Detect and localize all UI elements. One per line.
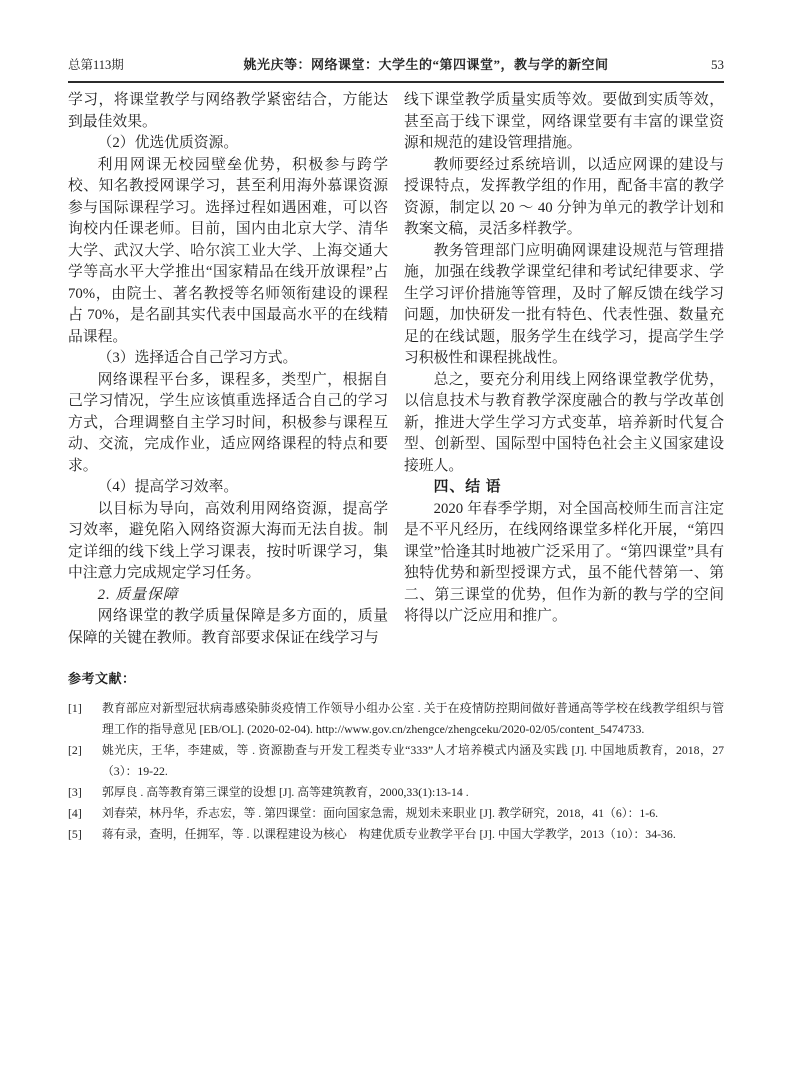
page-number: 53 — [711, 57, 724, 72]
header-rule — [68, 81, 724, 83]
reference-text: 郭厚良 . 高等教育第三课堂的设想 [J]. 高等建筑教育，2000,33(1):13-14 . — [102, 785, 469, 799]
section-heading: 四、结 语 — [433, 479, 502, 495]
reference-item — [68, 782, 724, 803]
reference-text: 刘春荣，林丹华，乔志宏，等 . 第四课堂：面向国家急需，规划未来职业 [J]. 教学研究，2018，41（6）：1-6. — [102, 806, 659, 820]
reference-text: 蒋有录，查明，任拥军，等 . 以课程建设为核心 构建优质专业教学平台 [J]. 中国大学教学，2013（10）：34-36. — [102, 827, 676, 841]
reference-item — [68, 698, 724, 740]
reference-label: [1] — [68, 701, 82, 715]
references-heading: 参考文献： — [68, 671, 136, 686]
reference-label: [3] — [68, 785, 82, 799]
reference-label: [2] — [68, 743, 82, 757]
list-item-heading: （3）选择适合自己学习方式。 — [97, 350, 298, 366]
reference-label: [4] — [68, 806, 82, 820]
reference-item — [68, 803, 724, 824]
reference-label: [5] — [68, 827, 82, 841]
reference-item — [68, 824, 724, 845]
paragraph: 教务管理部门应明确网课建设规范与管理措施，加强在线教学课堂纪律和考试纪律要求、学生学习评价措施等管理，及时了解反馈在线学习问题，加快研发一批有特色、代表性强、数量充足的在线试题，服务学生在线学习，提高学生学习积极性和课程挑战性。 — [404, 242, 724, 366]
list-item-heading: （2）优选优质资源。 — [97, 135, 239, 151]
paragraph: 网络课程平台多，课程多，类型广，根据自己学习情况，学生应该慎重选择适合自己的学习方式，合理调整自主学习时间，积极参与课程互动、交流，完成作业，适应网络课程的特点和要求。 — [68, 371, 388, 474]
running-title: 姚光庆等：网络课堂：大学生的“第四课堂”，教与学的新空间 — [243, 57, 609, 72]
paragraph: 2020 年春季学期，对全国高校师生而言注定是不平凡经历，在线网络课堂多样化开展，“第四课堂”恰逢其时地被广泛采用了。“第四课堂”具有独特优势和新型授课方式，虽不能代替第一、第二、第三课堂的优势，但作为新的教与学的空间将得以广泛应用和推广。 — [404, 500, 724, 624]
reference-item — [68, 740, 724, 782]
references-section — [68, 671, 724, 845]
left-column — [68, 90, 388, 649]
paragraph: 利用网课无校园壁垒优势，积极参与跨学校、知名教授网课学习，甚至利用海外慕课资源参与国际课程学习。选择过程如遇困难，可以咨询校内任课老师。目前，国内由北京大学、清华大学、武汉大学、哈尔滨工业大学、上海交通大学等高水平大学推出“国家精品在线开放课程”占70%，由院士、著名教授等名师领衔建设的课程占 70%，是名副其实代表中国最高水平的在线精品课程。 — [68, 156, 388, 345]
paragraph: 总之，要充分利用线上网络课堂教学优势，以信息技术与教育教学深度融合的教与学改革创新，推进大学生学习方式变革，培养新时代复合型、创新型、国际型中国特色社会主义国家建设接班人。 — [404, 371, 724, 474]
list-item-heading: （4）提高学习效率。 — [97, 479, 239, 495]
paragraph-continuation: 线下课堂教学质量实质等效。要做到实质等效，甚至高于线下课堂，网络课堂要有丰富的课堂资源和规范的建设管理措施。 — [404, 92, 724, 151]
issue-number: 总第113期 — [68, 58, 124, 72]
reference-text: 教育部应对新型冠状病毒感染肺炎疫情工作领导小组办公室 . 关于在疫情防控期间做好普通高等学校在线教学组织与管理工作的指导意见 [EB/OL]. (2020-02-04). http://www.gov.cn/zhengce/zhengceku/2020-02/05/content_5474733. — [102, 701, 724, 736]
paragraph-continuation: 学习，将课堂教学与网络教学紧密结合，方能达到最佳效果。 — [68, 92, 388, 130]
body-columns — [68, 90, 724, 649]
running-header — [68, 56, 724, 74]
paragraph: 网络课堂的教学质量保障是多方面的，质量保障的关键在教师。教育部要求保证在线学习与 — [68, 608, 388, 646]
right-column — [404, 90, 724, 649]
paragraph: 教师要经过系统培训，以适应网课的建设与授课特点，发挥教学组的作用，配备丰富的教学资源，制定以 20 ～ 40 分钟为单元的教学计划和教案文稿，灵活多样教学。 — [404, 156, 724, 237]
paragraph: 以目标为导向，高效利用网络资源，提高学习效率，避免陷入网络资源大海而无法自拔。制定详细的线下线上学习课表，按时听课学习，集中注意力完成规定学习任务。 — [68, 500, 388, 581]
reference-text: 姚光庆，王华，李建威，等 . 资源勘查与开发工程类专业“333”人才培养模式内涵及实践 [J]. 中国地质教育，2018，27（3）：19-22. — [102, 743, 724, 778]
subsection-heading: 2. 质量保障 — [97, 586, 179, 603]
